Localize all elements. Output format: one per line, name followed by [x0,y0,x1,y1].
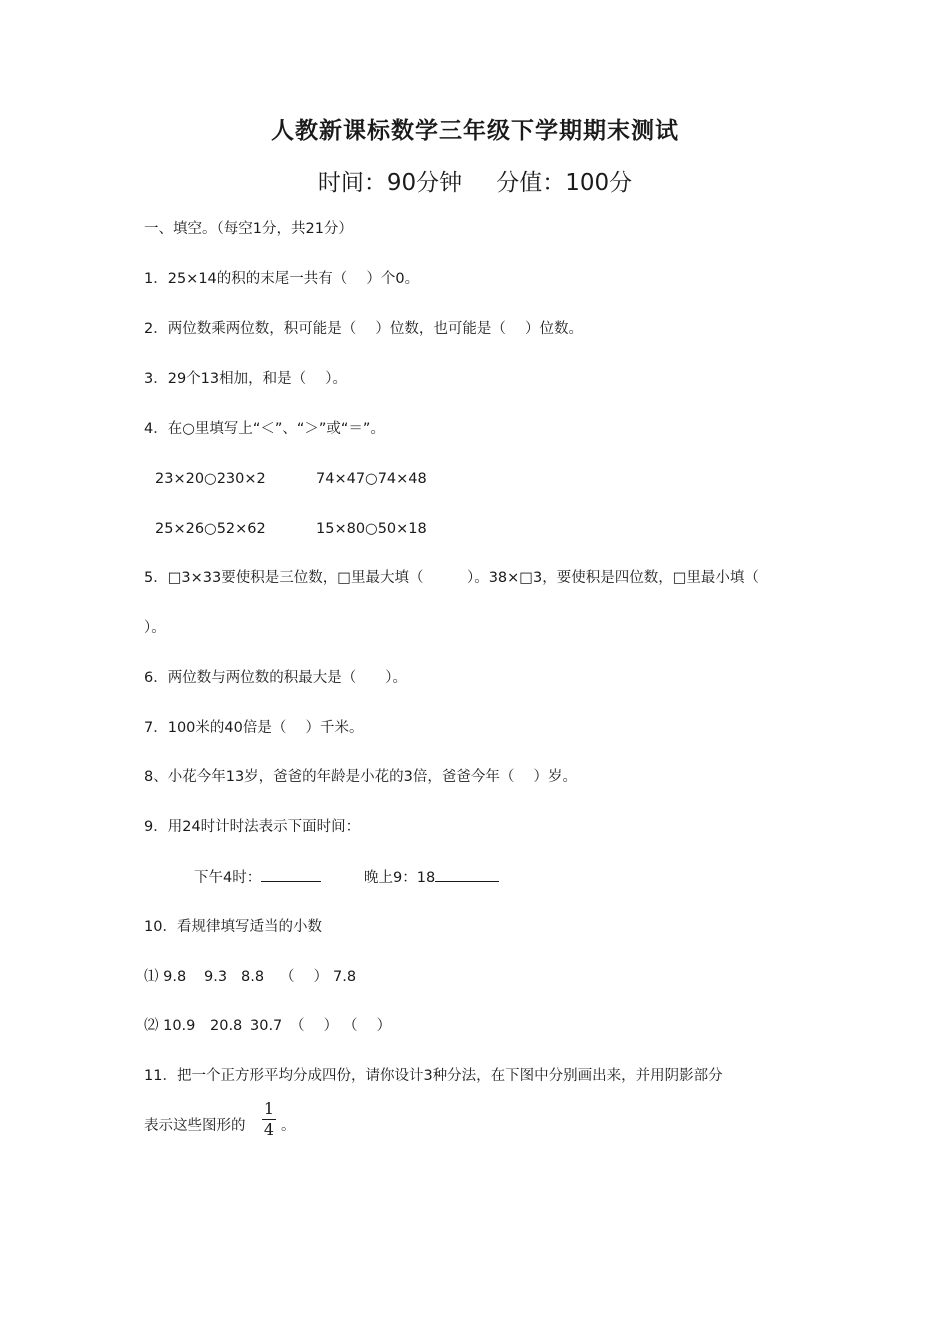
question-5-cont: ）。 [144,620,166,636]
question-1: 1．25×14的积的末尾一共有（ ）个0。 [144,271,420,287]
total-score: 分值：100分 [496,170,633,196]
question-3: 3．29个13相加，和是（ ）。 [144,371,347,387]
question-11-prefix: 表示这些图形的 [144,1118,246,1134]
comparison-item: 15×80○50×18 [316,521,427,537]
time-label: 下午4时： [194,870,262,886]
sequence-term: ⑵ 10.9 [144,1018,196,1034]
question-4: 4．在○里填写上“＜”、“＞”或“＝”。 [144,421,385,437]
time-item-evening [364,867,499,888]
page-title: 人教新课标数学三年级下学期期末测试 [271,118,679,144]
comparison-item: 74×47○74×48 [316,471,427,487]
sequence-term: ⑴ 9.8 [144,969,187,985]
fraction-numerator: 1 [263,1099,275,1118]
fraction-one-quarter [262,1100,276,1139]
question-9: 9．用24时计时法表示下面时间： [144,819,361,835]
answer-blank[interactable] [435,867,499,882]
question-11-suffix: 。 [281,1118,296,1134]
question-8: 8、小花今年13岁，爸爸的年龄是小花的3倍，爸爸今年（ ）岁。 [144,769,578,785]
question-5: 5．□3×33要使积是三位数，□里最大填（ ）。38×□3，要使积是四位数，□里最小填（ [144,570,759,586]
sequence-term: 30.7 [250,1018,283,1034]
sequence-term: 7.8 [333,969,357,985]
exam-meta [0,164,950,197]
sequence-blank: （ ） [343,1018,392,1034]
sequence-term: 9.3 [204,969,228,985]
question-7: 7．100米的40倍是（ ）千米。 [144,720,364,736]
sequence-term: 20.8 [210,1018,243,1034]
comparison-item: 25×26○52×62 [155,521,266,537]
question-10: 10．看规律填写适当的小数 [144,919,322,935]
time-item-afternoon [194,867,321,888]
time-label: 晚上9：18 [364,870,436,886]
question-2: 2．两位数乘两位数，积可能是（ ）位数，也可能是（ ）位数。 [144,321,583,337]
sequence-term: 8.8 [241,969,265,985]
question-11: 11．把一个正方形平均分成四份，请你设计3种分法，在下图中分别画出来，并用阴影部分 [144,1068,723,1084]
fraction-denominator: 4 [263,1120,275,1139]
section-heading: 一、填空。（每空1分，共21分） [144,221,353,237]
sequence-blank: （ ） [280,969,329,985]
answer-blank[interactable] [261,867,321,882]
sequence-blank: （ ） [290,1018,339,1034]
question-11-cont [144,1116,246,1136]
comparison-item: 23×20○230×2 [155,471,266,487]
question-6: 6．两位数与两位数的积最大是（ ）。 [144,670,407,686]
time-limit: 时间：90分钟 [317,170,463,196]
